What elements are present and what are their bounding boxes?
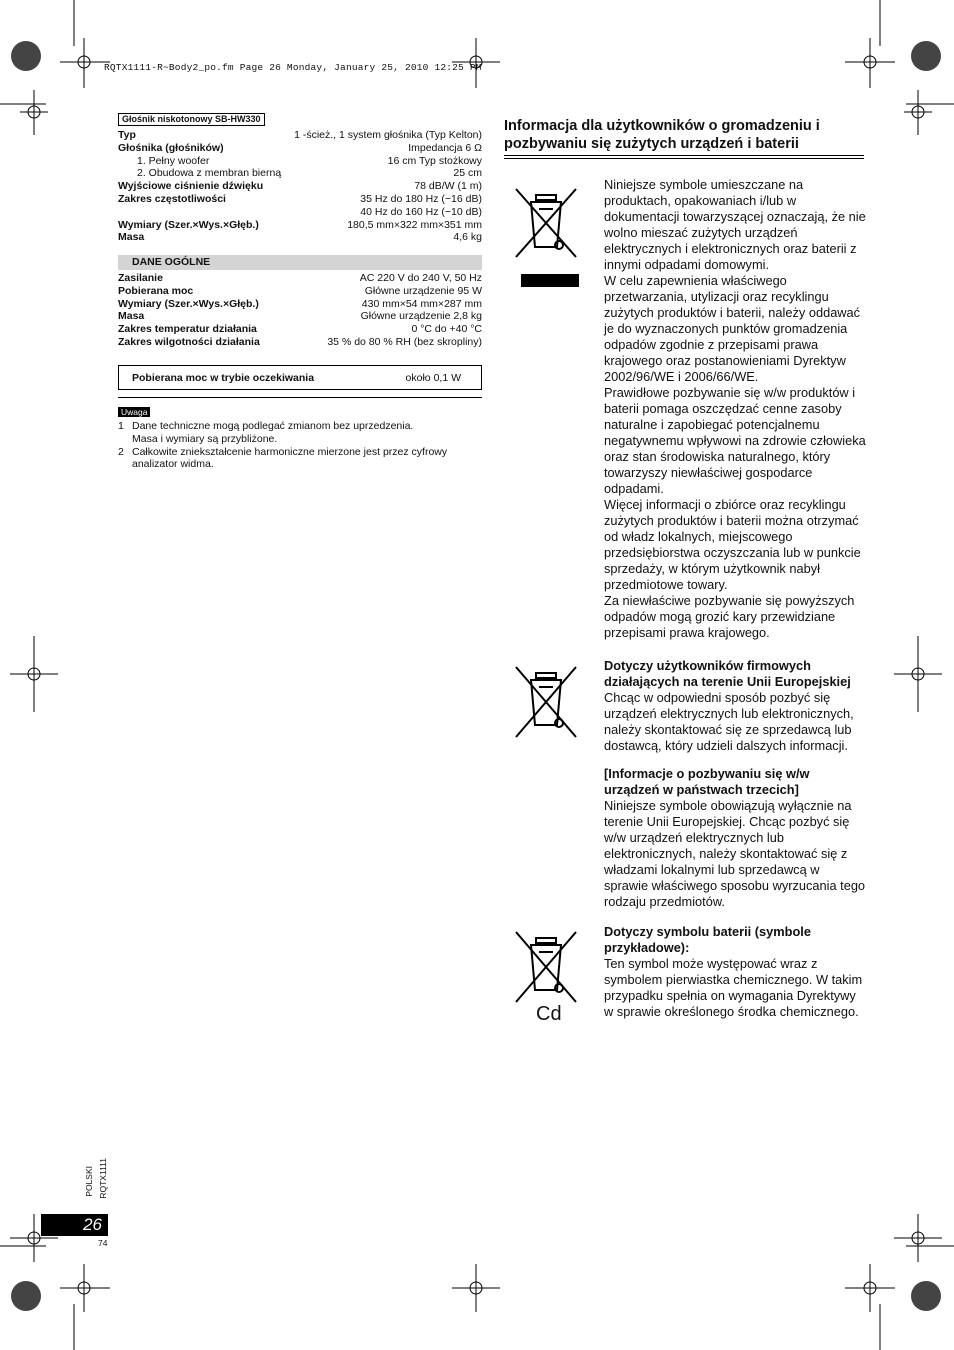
spec-value: 40 Hz do 160 Hz (−10 dB)	[360, 205, 482, 218]
business-users-section: Dotyczy użytkowników firmowych działających na terenie Unii Europejskiej Chcąc w odpowiedni sposób pozbyć się urządzeń elektrycznych lub elektronicznych, należy skontaktować się ze sprzedawcą lub dostawcą, który udzieli dalszych informacji. [Informacje o pozbywaniu się w/w urządzeń w państwach trzecich] Niniejsze symbole obowiązują wyłącznie na terenie Unii Europejskiej. Chcąc pozbyć się w/w urządzeń elektrycznych lub elektronicznych, należy skontaktować się z władzami lokalnymi lub sprzedawcą w sprawie właściwego sposobu wyrzucania tego rodzaju przedmiotów.	[604, 658, 866, 909]
spec-key: Zakres temperatur działania	[118, 323, 257, 336]
spec-row	[118, 167, 482, 180]
notes-label: Uwaga	[118, 407, 150, 417]
spec-row	[118, 323, 482, 336]
battery-section: Dotyczy symbolu baterii (symbole przykładowe): Ten symbol może występować wraz z symbolem pierwiastka chemicznego. W takim przypadku spełnia on wymagania Dyrektywy w sprawie określonego środka chemicznego.	[604, 924, 863, 1019]
spec-row	[118, 206, 482, 219]
spec-key: Pobierana moc	[118, 284, 194, 297]
spec-row	[118, 219, 482, 232]
page-number: 26	[41, 1214, 108, 1236]
standby-box	[118, 365, 482, 390]
spec-value: Impedancja 6 Ω	[408, 141, 482, 154]
spec-value: 4,6 kg	[453, 231, 482, 244]
cd-symbol: Cd	[536, 1003, 562, 1025]
spec-key: Typ	[118, 129, 136, 141]
title-rule	[504, 155, 864, 156]
speaker-specs	[118, 113, 482, 244]
notes	[118, 406, 482, 471]
spec-key: Wymiary (Szer.×Wys.×Głęb.)	[118, 297, 259, 310]
spec-key: Wyjściowe ciśnienie dźwięku	[118, 180, 264, 193]
spec-key: Masa	[118, 310, 145, 323]
spec-value: 180,5 mm×322 mm×351 mm	[347, 218, 482, 231]
spec-value: Główne urządzenie 2,8 kg	[360, 310, 482, 323]
spec-value: AC 220 V do 240 V, 50 Hz	[359, 272, 482, 284]
spec-value: 1 -ścież., 1 system głośnika (Typ Kelton)	[294, 129, 482, 141]
spec-row	[118, 272, 482, 285]
spec-value: 78 dB/W (1 m)	[414, 180, 482, 193]
title-rule	[504, 158, 864, 159]
spec-row	[118, 231, 482, 244]
spec-key: 1. Pełny woofer	[137, 154, 210, 167]
sub-page-number: 74	[98, 1238, 108, 1248]
spec-key: Głośnika (głośników)	[118, 141, 224, 154]
spec-row	[118, 298, 482, 311]
general-specs	[118, 255, 482, 349]
spec-row	[118, 285, 482, 298]
spec-key: Zakres częstotliwości	[118, 192, 226, 205]
spec-key: Masa	[118, 231, 145, 244]
spec-row	[118, 310, 482, 323]
spec-value: 35 Hz do 180 Hz (−16 dB)	[360, 192, 482, 205]
spec-value: 25 cm	[453, 167, 482, 180]
spec-key: 2. Obudowa z membran bierną	[137, 167, 282, 180]
note-item: 2 Całkowite zniekształcenie harmoniczne mierzone jest przez cyfrowy analizator widma.	[118, 445, 448, 471]
language-label: POLSKI	[84, 1166, 94, 1197]
spec-key: Zasilanie	[118, 272, 163, 284]
spec-key: Zakres wilgotności działania	[118, 335, 260, 348]
battery-bin-icon	[513, 930, 579, 1006]
spec-row	[118, 193, 482, 206]
spec-value: Główne urządzenie 95 W	[364, 284, 482, 297]
general-rows	[118, 272, 482, 349]
standby-key: Pobierana moc w trybie oczekiwania	[132, 371, 315, 384]
file-header: RQTX1111-R~Body2_po.fm Page 26 Monday, January 25, 2010 12:25 PM	[104, 62, 482, 73]
spec-value: 430 mm×54 mm×287 mm	[361, 297, 482, 310]
spec-value: 16 cm Typ stożkowy	[387, 154, 482, 167]
spec-key: Wymiary (Szer.×Wys.×Głęb.)	[118, 218, 259, 231]
divider	[118, 397, 482, 398]
standby-value: około 0,1 W	[405, 371, 461, 384]
spec-row	[118, 129, 482, 142]
section-title: Informacja dla użytkowników o gromadzeniu i pozbywaniu się zużytych urządzeń i baterii	[504, 118, 820, 152]
general-label: DANE OGÓLNE	[118, 255, 482, 270]
spec-row	[118, 142, 482, 155]
spec-value: 35 % do 80 % RH (bez skropliny)	[327, 335, 482, 348]
spec-row	[118, 336, 482, 349]
note-item: 1 Dane techniczne mogą podlegać zmianom bez uprzedzenia. Masa i wymiary są przybliżone.	[118, 420, 414, 445]
weee-bin-icon	[513, 665, 579, 741]
spec-row	[118, 180, 482, 193]
info-paragraphs: Niniejsze symbole umieszczane na produktach, opakowaniach i/lub w dokumentacji towarzyszącej oznaczają, że nie wolno mieszać zużytych urządzeń elektrycznych i elektronicznych oraz baterii z innymi odpadami domowymi. W celu zapewnienia właściwego przetwarzania, utylizacji oraz recyklingu zużytych produktów i baterii, należy oddawać je do wyznaczonych punktów gromadzenia odpadów zgodnie z przepisami prawa krajowego oraz postanowieniami Dyrektyw 2002/96/WE i 2006/66/WE. Prawidłowe pozbywanie się w/w produktów i baterii pomaga oszczędzać cenne zasoby naturalne i zapobiegać potencjalnemu negatywnemu wpływowi na zdrowie człowieka oraz stan środowiska naturalnego, który towarzyszy niewłaściwej gospodarce odpadami. Więcej informacji o zbiórce oraz recyklingu zużytych produktów i baterii można otrzymać od władz lokalnych, miejscowego przedsiębiorstwa oczyszczania lub w punkcie sprzedaży, w którym użytkownik nabył przedmiotowe towary. Za niewłaściwe pozbywanie się powyższych odpadów mogą grozić kary przewidziane przepisami prawa krajowego.	[604, 177, 866, 640]
spec-row	[118, 155, 482, 168]
speaker-label: Głośnik niskotonowy SB-HW330	[118, 113, 265, 126]
model-code: RQTX1111	[98, 1158, 108, 1199]
spec-value: 0 °C do +40 °C	[411, 323, 482, 336]
speaker-rows	[118, 129, 482, 244]
weee-bin-icon	[513, 185, 579, 290]
